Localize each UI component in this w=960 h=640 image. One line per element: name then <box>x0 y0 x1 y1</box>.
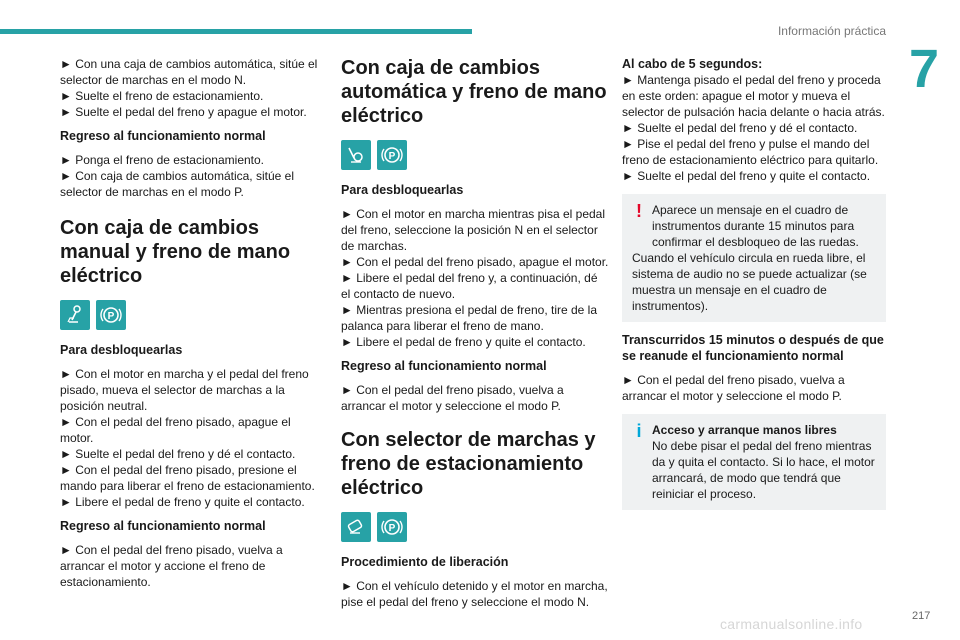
intro-list <box>60 56 325 120</box>
page-number: 217 <box>912 610 931 622</box>
svg-text:P: P <box>107 311 115 322</box>
step-list <box>60 152 325 200</box>
info-text: No debe pisar el pedal del freno mientras da y quita el contacto. Si lo hace, el motor arrancará, de modo que tendrá que reiniciar el proceso. <box>652 439 875 501</box>
list-item: ► Con el vehículo detenido y el motor en marcha, pise el pedal del freno y seleccione el modo N. <box>341 579 608 609</box>
step-list <box>341 382 609 414</box>
list-item: ► Mientras presiona el pedal de freno, tire de la palanca para liberar el freno de mano. <box>341 303 598 333</box>
list-item: ► Mantenga pisado el pedal del freno y proceda en este orden: apague el motor y mueva el selector de pulsación hacia delante o hacia atrás. <box>622 73 885 119</box>
subheading: Regreso al funcionamiento normal <box>341 359 547 373</box>
icon-row <box>341 140 609 170</box>
list-item: ► Libere el pedal de freno y quite el contacto. <box>60 495 305 509</box>
step-list <box>60 542 325 590</box>
svg-text:P: P <box>388 151 396 162</box>
column-3 <box>622 56 886 520</box>
svg-text:P: P <box>388 523 396 534</box>
list-item: ► Con el pedal del freno pisado, apague el motor. <box>341 255 609 269</box>
chapter-number: 7 <box>908 39 940 99</box>
step-list <box>60 366 325 510</box>
subheading: Regreso al funcionamiento normal <box>60 129 266 143</box>
column-1 <box>60 56 325 590</box>
warning-icon: ! <box>636 201 642 221</box>
list-item: ► Suelte el pedal del freno y dé el contacto. <box>622 121 858 135</box>
parking-brake-icon <box>377 140 407 170</box>
header-accent-bar <box>0 29 472 34</box>
list-item: ► Con una caja de cambios automática, sitúe el selector de marchas en el modo N. <box>60 57 318 87</box>
push-selector-icon <box>341 512 371 542</box>
list-item: ► Suelte el pedal del freno y dé el contacto. <box>60 447 296 461</box>
column-2 <box>341 56 609 610</box>
list-item: ► Suelte el pedal del freno y quite el contacto. <box>622 169 871 183</box>
warning-note <box>622 194 886 322</box>
list-item: ► Pise el pedal del freno y pulse el mando del freno de estacionamiento eléctrico para quitarlo. <box>622 137 879 167</box>
watermark: carmanualsonline.info <box>720 616 863 632</box>
list-item: ► Libere el pedal de freno y quite el contacto. <box>341 335 586 349</box>
subheading: Transcurridos 15 minutos o después de que se reanude el funcionamiento normal <box>622 333 884 363</box>
warning-text: Aparece un mensaje en el cuadro de instrumentos durante 15 minutos para confirmar el desbloqueo de las ruedas. <box>652 203 859 249</box>
list-item: ► Con el motor en marcha mientras pisa el pedal del freno, seleccione la posición N en el selector de marchas. <box>341 207 605 253</box>
list-item: ► Libere el pedal del freno y, a continuación, dé el contacto de nuevo. <box>341 271 598 301</box>
list-item: ► Con el pedal del freno pisado, vuelva a arrancar el motor y seleccione el modo P. <box>622 373 845 403</box>
section-heading: Con caja de cambios automática y freno de mano eléctrico <box>341 57 607 127</box>
parking-brake-icon <box>377 512 407 542</box>
section-heading: Con caja de cambios manual y freno de mano eléctrico <box>60 217 291 287</box>
icon-row <box>60 300 325 330</box>
list-item: ► Con el pedal del freno pisado, apague el motor. <box>60 415 291 445</box>
step-list <box>622 372 886 404</box>
gear-selector-icon <box>341 140 371 170</box>
subheading: Procedimiento de liberación <box>341 555 509 569</box>
list-item: ► Suelte el pedal del freno y apague el motor. <box>60 105 307 119</box>
step-list <box>622 72 886 184</box>
step-list <box>341 206 609 350</box>
step-list <box>341 578 609 610</box>
gear-lever-icon <box>60 300 90 330</box>
list-item: ► Suelte el freno de estacionamiento. <box>60 89 264 103</box>
info-title: Acceso y arranque manos libres <box>652 423 837 437</box>
list-item: ► Con caja de cambios automática, sitúe el selector de marchas en el modo P. <box>60 169 294 199</box>
section-heading: Con selector de marchas y freno de estacionamiento eléctrico <box>341 429 596 499</box>
subheading: Al cabo de 5 segundos: <box>622 57 763 71</box>
section-title: Información práctica <box>777 24 886 38</box>
info-icon: i <box>636 421 642 441</box>
list-item: ► Ponga el freno de estacionamiento. <box>60 153 265 167</box>
subheading: Regreso al funcionamiento normal <box>60 519 266 533</box>
warning-text: Cuando el vehículo circula en rueda libre, el sistema de audio no se puede actualizar (se muestra un mensaje en el cuadro de instrumentos). <box>632 251 867 313</box>
parking-brake-icon <box>96 300 126 330</box>
list-item: ► Con el pedal del freno pisado, vuelva a arrancar el motor y seleccione el modo P. <box>341 383 564 413</box>
info-note <box>622 414 886 510</box>
subheading: Para desbloquearlas <box>341 183 464 197</box>
list-item: ► Con el pedal del freno pisado, presione el mando para liberar el freno de estacionamiento. <box>60 463 315 493</box>
list-item: ► Con el pedal del freno pisado, vuelva a arrancar el motor y accione el freno de estacionamiento. <box>60 543 283 589</box>
list-item: ► Con el motor en marcha y el pedal del freno pisado, mueva el selector de marchas a la posición neutral. <box>60 367 309 413</box>
subheading: Para desbloquearlas <box>60 343 183 357</box>
icon-row <box>341 512 609 542</box>
